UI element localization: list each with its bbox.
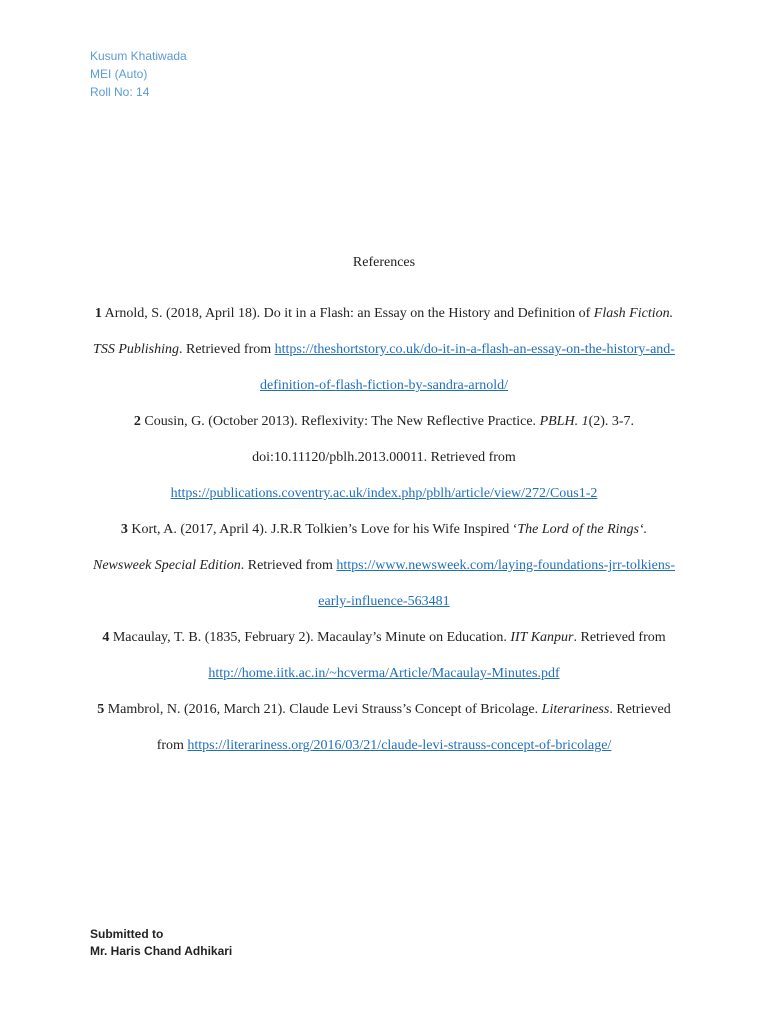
- reference-text: Arnold, S. (2018, April 18). Do it in a Flash: an Essay on the History and Definition of: [101, 306, 594, 321]
- reference-number: 3: [120, 522, 128, 537]
- reference-retrieved: (2). 3-7. doi:10.11120/pblh.2013.00011. Retrieved from: [252, 414, 635, 465]
- reference-italic-title: The Lord of the Rings‘. Newsweek Special Edition: [92, 522, 648, 573]
- reference-item-4: [90, 620, 678, 692]
- reference-number: 2: [133, 414, 141, 429]
- student-info: [90, 47, 187, 101]
- student-roll-number: Roll No: 14: [90, 85, 150, 99]
- reference-link[interactable]: https://theshortstory.co.uk/do-it-in-a-flash-an-essay-on-the-history-and-definition-of-flash-fiction-by-sandra-arnold/: [259, 342, 675, 393]
- reference-text: Kort, A. (2017, April 4). J.R.R Tolkien’s Love for his Wife Inspired ‘: [127, 522, 518, 537]
- reference-item-2: [90, 404, 678, 512]
- reference-retrieved: . Retrieved from: [573, 630, 666, 645]
- reference-italic-title: PBLH. 1: [539, 414, 589, 429]
- reference-item-1: [90, 296, 678, 404]
- page-title: References: [352, 255, 416, 270]
- reference-text: Macaulay, T. B. (1835, February 2). Macaulay’s Minute on Education.: [109, 630, 511, 645]
- reference-text: Mambrol, N. (2016, March 21). Claude Levi Strauss’s Concept of Bricolage.: [104, 702, 542, 717]
- reference-number: 4: [102, 630, 110, 645]
- reference-link[interactable]: https://literariness.org/2016/03/21/claude-levi-strauss-concept-of-bricolage/: [187, 738, 612, 753]
- reference-link[interactable]: https://publications.coventry.ac.uk/index.php/pblh/article/view/272/Cous1-2: [170, 486, 598, 501]
- submitted-to-label: Submitted to: [90, 927, 164, 941]
- reference-link[interactable]: http://home.iitk.ac.in/~hcverma/Article/Macaulay-Minutes.pdf: [208, 666, 560, 681]
- reference-retrieved: . Retrieved from: [156, 702, 671, 753]
- reference-number: 5: [97, 702, 105, 717]
- reference-link[interactable]: https://www.newsweek.com/laying-foundations-jrr-tolkiens-early-influence-563481: [318, 558, 676, 609]
- reference-italic-title: Flash Fiction. TSS Publishing: [93, 306, 674, 357]
- student-course: MEI (Auto): [90, 67, 148, 81]
- reference-italic-title: Literariness: [541, 702, 610, 717]
- student-name: Kusum Khatiwada: [90, 49, 187, 63]
- reference-retrieved: . Retrieved from: [240, 558, 337, 573]
- reference-italic-title: IIT Kanpur: [510, 630, 574, 645]
- reference-list: [90, 296, 678, 764]
- submission-info: [90, 926, 232, 960]
- reference-item-3: [90, 512, 678, 620]
- reference-item-5: [90, 692, 678, 764]
- reference-number: 1: [94, 306, 102, 321]
- reference-text: Cousin, G. (October 2013). Reflexivity: The New Reflective Practice.: [140, 414, 540, 429]
- reference-retrieved: . Retrieved from: [179, 342, 275, 357]
- teacher-name: Mr. Haris Chand Adhikari: [90, 944, 233, 958]
